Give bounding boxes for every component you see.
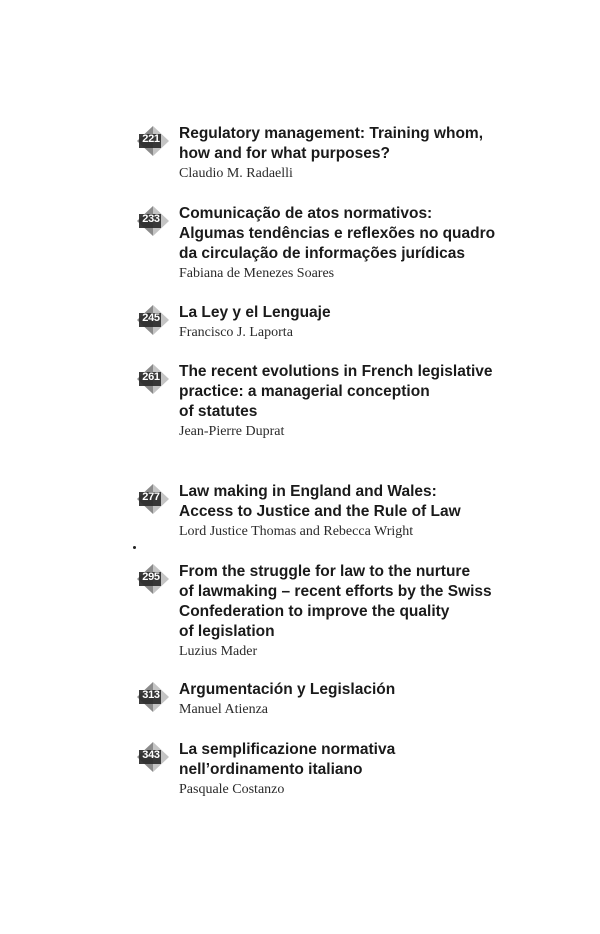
article-author: Claudio M. Radaelli (179, 166, 293, 181)
page-badge (135, 740, 171, 774)
article-author: Manuel Atienza (179, 702, 269, 717)
article-author: Pasquale Costanzo (179, 782, 285, 797)
article-author: Francisco J. Laporta (179, 325, 293, 340)
page-number: 277 (142, 491, 160, 503)
article-author: Lord Justice Thomas and Rebecca Wright (179, 524, 414, 539)
article-title[interactable]: Comunicação de atos normativos: Algumas tendências e reflexões no quadro da circulação de informações jurídicas (179, 205, 496, 262)
page-number: 233 (142, 213, 160, 225)
article-title[interactable]: Regulatory management: Training whom, how and for what purposes? (179, 125, 484, 162)
page-number: 313 (142, 689, 160, 701)
page-badge (135, 562, 171, 596)
stray-mark (133, 546, 136, 549)
page-badge (135, 482, 171, 516)
page-badge (135, 124, 171, 158)
page-number: 343 (142, 749, 160, 761)
page-number: 295 (142, 571, 160, 583)
article-author: Jean-Pierre Duprat (179, 424, 285, 439)
page-number: 221 (142, 133, 160, 145)
article-title[interactable]: The recent evolutions in French legislative practice: a managerial conception of statutes (179, 363, 493, 420)
page-badge (135, 204, 171, 238)
article-author: Fabiana de Menezes Soares (179, 266, 335, 281)
page-badge (135, 362, 171, 396)
page-number: 245 (142, 312, 160, 324)
article-title[interactable]: Argumentación y Legislación (179, 681, 396, 698)
article-title[interactable]: From the struggle for law to the nurture of lawmaking – recent efforts by the Swiss Confederation to improve the quality of legislation (179, 563, 492, 640)
article-title[interactable]: La semplificazione normativa nell’ordinamento italiano (179, 741, 396, 778)
page-badge (135, 680, 171, 714)
page-badge (135, 303, 171, 337)
article-title[interactable]: Law making in England and Wales: Access to Justice and the Rule of Law (179, 483, 461, 520)
article-author: Luzius Mader (179, 644, 258, 659)
article-title[interactable]: La Ley y el Lenguaje (179, 304, 331, 321)
page-number: 261 (142, 371, 160, 383)
